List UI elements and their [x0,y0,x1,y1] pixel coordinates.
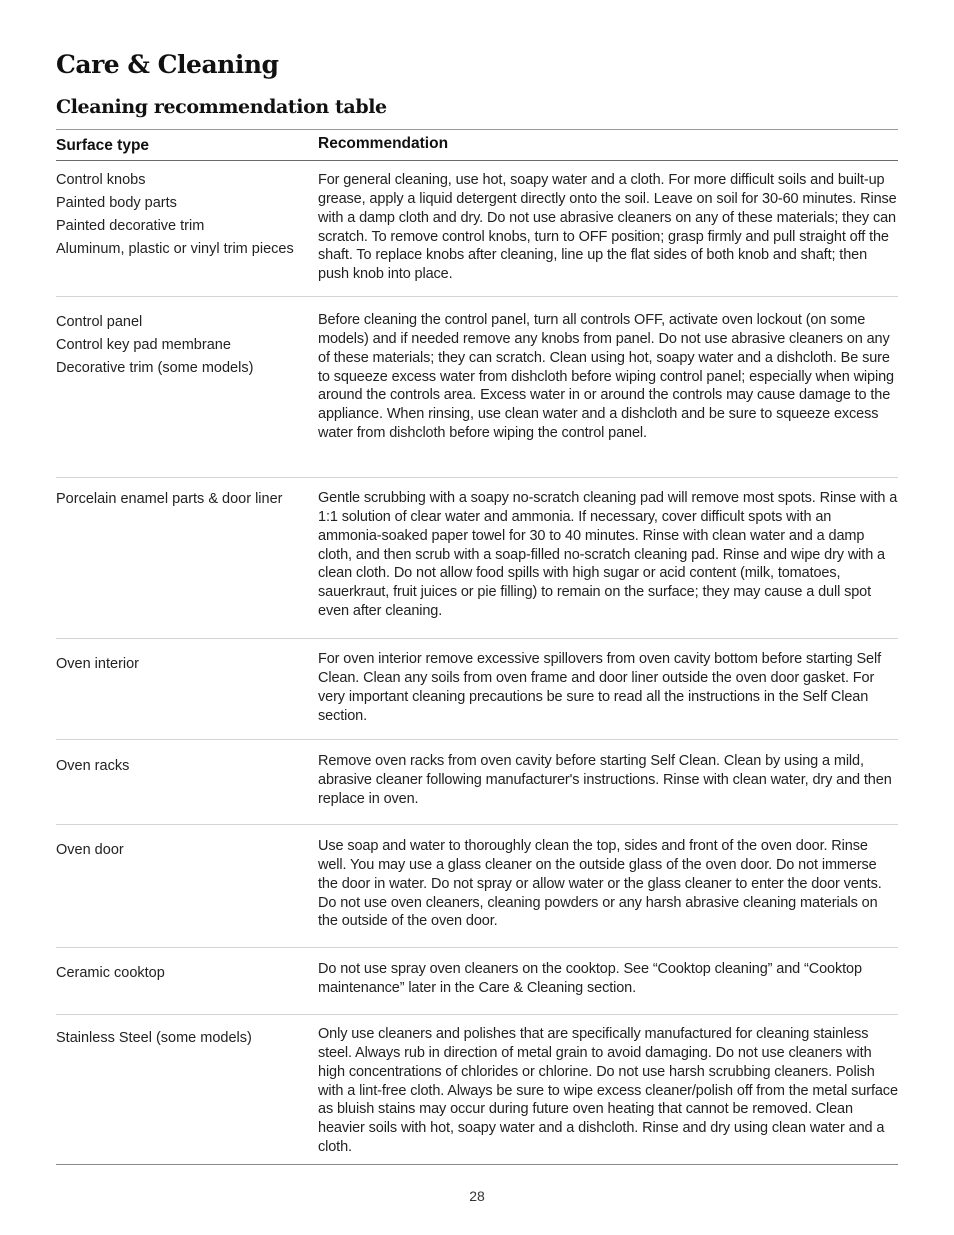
table-row [56,639,898,740]
page-title: Care & Cleaning [56,50,279,79]
table-row [56,297,898,478]
table-row [56,948,898,1015]
surface-type-cell [56,161,318,296]
table-body [56,161,898,1165]
surface-type: Aluminum, plastic or vinyl trim pieces [56,241,294,258]
recommendation-text: Gentle scrubbing with a soapy no-scratch cleaning pad will remove most spots. Rinse with a 1:1 solution of clear water and ammonia. If necessary, cover difficult spots with an ammonia-soaked paper towel for 30 to 40 minutes. Rinse with clean water and a damp cloth, and then scrub with a soap-filled no-scratch cleaning pad. Rinse and wipe dry with a clean cloth. Do not allow food spills with high sugar or acid content (milk, tomatoes, sauerkraut, fruit juices or pie filling) to remain on the surface; they may cause a dull spot even after cleaning. [318,490,898,620]
page-number: 28 [469,1188,485,1204]
recommendation-text: Before cleaning the control panel, turn all controls OFF, activate oven lockout (on some models) and if needed remove any knobs from panel. Do not use abrasive cleaners on any of these materials; they can scratch. Clean using hot, soapy water and a dishcloth. Be sure to squeeze excess water from dishcloth before wiping control panel; especially when wiping around the controls area. Excess water in or around the controls may cause damage to the appliance. When rinsing, use clean water and a dishcloth and be sure to squeeze excess water from dishcloth before wiping the control panel. [318,312,894,442]
table-row [56,478,898,639]
recommendation-text: For oven interior remove excessive spillovers from oven cavity bottom before starting Self Clean. Clean any soils from oven frame and door liner outside the oven door gasket. For very important cleaning precautions be sure to read all the instructions in the Self Clean section. [318,651,881,724]
recommendation-text: Use soap and water to thoroughly clean the top, sides and front of the oven door. Rinse well. You may use a glass cleaner on the outside glass of the oven door. Do not immerse the door in water. Do not spray or allow water or the glass cleaner to enter the door vents. Do not use oven cleaners, cleaning powders or any harsh abrasive cleaning materials on the outside of the oven door. [318,838,882,930]
surface-type: Oven racks [56,758,130,774]
surface-type-cell [56,478,318,638]
surface-type: Painted body parts [56,195,177,212]
table-header [56,130,898,161]
surface-type-cell [56,740,318,824]
header-recommendation: Recommendation [318,135,449,152]
table-row [56,161,898,297]
surface-type: Ceramic cooktop [56,965,165,981]
surface-type: Oven interior [56,656,140,672]
recommendation-text: Remove oven racks from oven cavity before starting Self Clean. Clean by using a mild, abrasive cleaner following manufacturer's instructions. Rinse with clean water, dry and then replace in oven. [318,753,892,807]
surface-type-cell [56,825,318,947]
surface-type: Oven door [56,842,124,858]
table-row [56,1015,898,1165]
surface-type: Control knobs [56,172,146,188]
surface-type-cell [56,639,318,739]
surface-type: Stainless Steel (some models) [56,1030,252,1046]
table-row [56,740,898,825]
recommendation-text: Do not use spray oven cleaners on the cooktop. See “Cooktop cleaning” and “Cooktop maintenance” later in the Care & Cleaning section. [318,961,862,996]
cleaning-table [56,129,898,1165]
table-title: Cleaning recommendation table [56,96,387,118]
table-row [56,825,898,948]
recommendation-text: Only use cleaners and polishes that are specifically manufactured for cleaning stainless steel. Always rub in direction of metal grain to avoid damaging. Do not use cleaners with high concentrations of chlorides or chlorine. Do not use harsh scrubbing cleaners. Polish with a lint-free cloth. Always be sure to wipe excess cleaner/polish off from the metal surface as bluish stains may occur during future oven heating that cannot be removed. Clean heavier soils with hot, soapy water and a dishcloth. Rinse and dry using clean water and a cloth. [318,1026,898,1156]
surface-type: Control panel [56,314,143,330]
surface-type-cell [56,297,318,477]
surface-type: Painted decorative trim [56,218,205,235]
surface-type: Porcelain enamel parts & door liner [56,491,283,507]
surface-type-cell [56,948,318,1014]
surface-type: Decorative trim (some models) [56,360,254,377]
recommendation-text: For general cleaning, use hot, soapy water and a cloth. For more difficult soils and built-up grease, apply a liquid detergent directly onto the soil. Leave on soil for 30-60 minutes. Rinse with a damp cloth and dry. Do not use abrasive cleaners on any of these materials; they can scratch. To remove control knobs, turn to OFF position; grasp firmly and pull straight off the shaft. To replace knobs after cleaning, line up the flat sides of both knob and shaft; then push knob into place. [318,172,897,283]
surface-type-cell [56,1015,318,1164]
surface-type: Control key pad membrane [56,337,231,354]
header-surface-type: Surface type [56,137,150,154]
